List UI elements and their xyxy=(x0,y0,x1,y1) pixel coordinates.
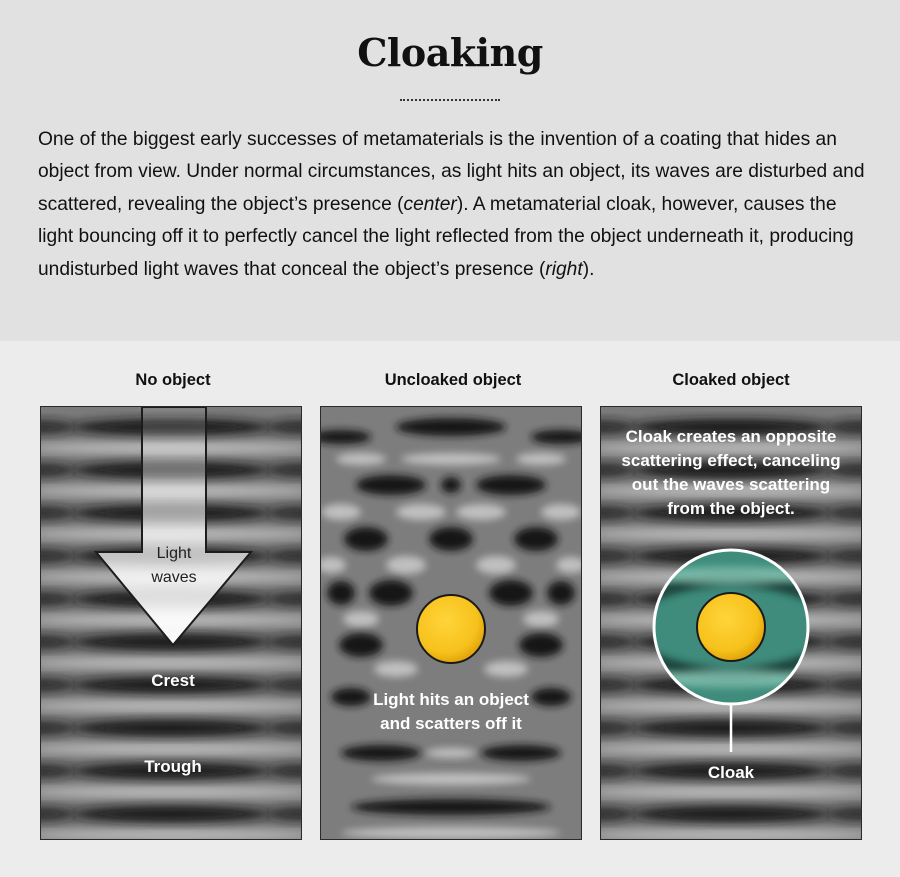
panel-no-object xyxy=(40,406,302,840)
wave-band xyxy=(547,581,575,605)
wave-band xyxy=(41,829,301,839)
wave-band xyxy=(601,528,861,540)
panel-title-uncloaked: Uncloaked object xyxy=(384,371,522,389)
intro-text-3: ). xyxy=(582,258,595,280)
wave-band xyxy=(41,786,301,798)
wave-band xyxy=(327,581,355,605)
wave-band xyxy=(339,633,383,657)
wave-band xyxy=(336,453,386,465)
wave-band xyxy=(41,743,301,755)
arrow-label-light: Light xyxy=(156,545,192,562)
intro-text-1: One of the biggest early successes of metamaterials is the invention of a coating that hides an object from view. Under normal circumstances, as light hits an object, its waves are disturbed and scattered, revealing the object’s presence ( xyxy=(38,129,865,215)
wave-band xyxy=(71,720,271,736)
page-title: Cloaking xyxy=(357,30,543,75)
wave-band xyxy=(531,688,571,706)
wave-band xyxy=(331,688,371,706)
wave-band xyxy=(541,504,581,520)
crest-label: Crest xyxy=(151,671,195,690)
wave-band xyxy=(321,504,361,520)
wave-band xyxy=(71,806,271,822)
wave-band xyxy=(371,773,531,785)
wave-band xyxy=(514,527,558,551)
intro-emphasis-center: center xyxy=(403,193,457,215)
wave-band xyxy=(374,661,418,677)
wave-band xyxy=(344,527,388,551)
object-sphere xyxy=(417,595,485,663)
wave-band xyxy=(341,827,561,839)
wave-band xyxy=(484,661,528,677)
wave-band xyxy=(41,700,301,712)
trough-label: Trough xyxy=(144,757,202,776)
panel-title-cloaked: Cloaked object xyxy=(672,371,790,389)
wave-band xyxy=(426,748,476,758)
wave-band xyxy=(489,580,533,606)
wave-band xyxy=(369,580,413,606)
wave-band xyxy=(601,829,861,839)
title-divider xyxy=(400,99,500,101)
wave-band xyxy=(601,786,861,798)
cloak-caption-line4: from the object. xyxy=(667,499,795,518)
panel-title-no-object: No object xyxy=(135,371,211,389)
cloak-caption-line1: Cloak creates an opposite xyxy=(625,427,837,446)
wave-band xyxy=(519,633,563,657)
wave-band xyxy=(516,453,566,465)
wave-band xyxy=(401,453,501,465)
wave-band xyxy=(476,475,546,495)
arrow-label-waves: waves xyxy=(151,569,197,586)
wave-band xyxy=(396,418,506,436)
panel-uncloaked-object xyxy=(320,406,582,840)
intro-text-2: ). A metamaterial cloak, however, causes the light bouncing off it to perfectly cancel the light reflected from the object underneath it, producing undisturbed light waves that conceal the object’s presence ( xyxy=(38,193,854,280)
wave-band xyxy=(386,556,426,574)
wave-band xyxy=(476,556,516,574)
wave-band xyxy=(343,611,379,627)
uncloaked-illustration xyxy=(321,407,581,839)
no-object-illustration xyxy=(41,407,301,839)
intro-emphasis-right: right xyxy=(545,258,583,280)
cloaked-illustration xyxy=(601,407,861,839)
panel-cloaked-object xyxy=(600,406,862,840)
object-sphere xyxy=(697,593,765,661)
cloak-caption-line3: out the waves scattering xyxy=(631,475,831,494)
cloak-caption-line2: scattering effect, canceling xyxy=(621,451,841,470)
wave-band xyxy=(631,806,831,822)
wave-band xyxy=(396,504,446,520)
wave-band xyxy=(341,745,421,761)
cloak-label: Cloak xyxy=(707,763,755,782)
wave-band xyxy=(41,657,301,669)
scatter-caption-line2: and scatters off it xyxy=(380,714,522,733)
wave-band xyxy=(441,477,461,493)
wave-band xyxy=(456,504,506,520)
wave-band xyxy=(481,745,561,761)
wave-band xyxy=(429,527,473,551)
wave-band xyxy=(356,475,426,495)
scatter-caption-line1: Light hits an object xyxy=(373,690,529,709)
wave-band xyxy=(351,799,551,815)
intro-section xyxy=(0,0,900,341)
wave-band xyxy=(523,611,559,627)
intro-paragraph xyxy=(38,124,868,286)
